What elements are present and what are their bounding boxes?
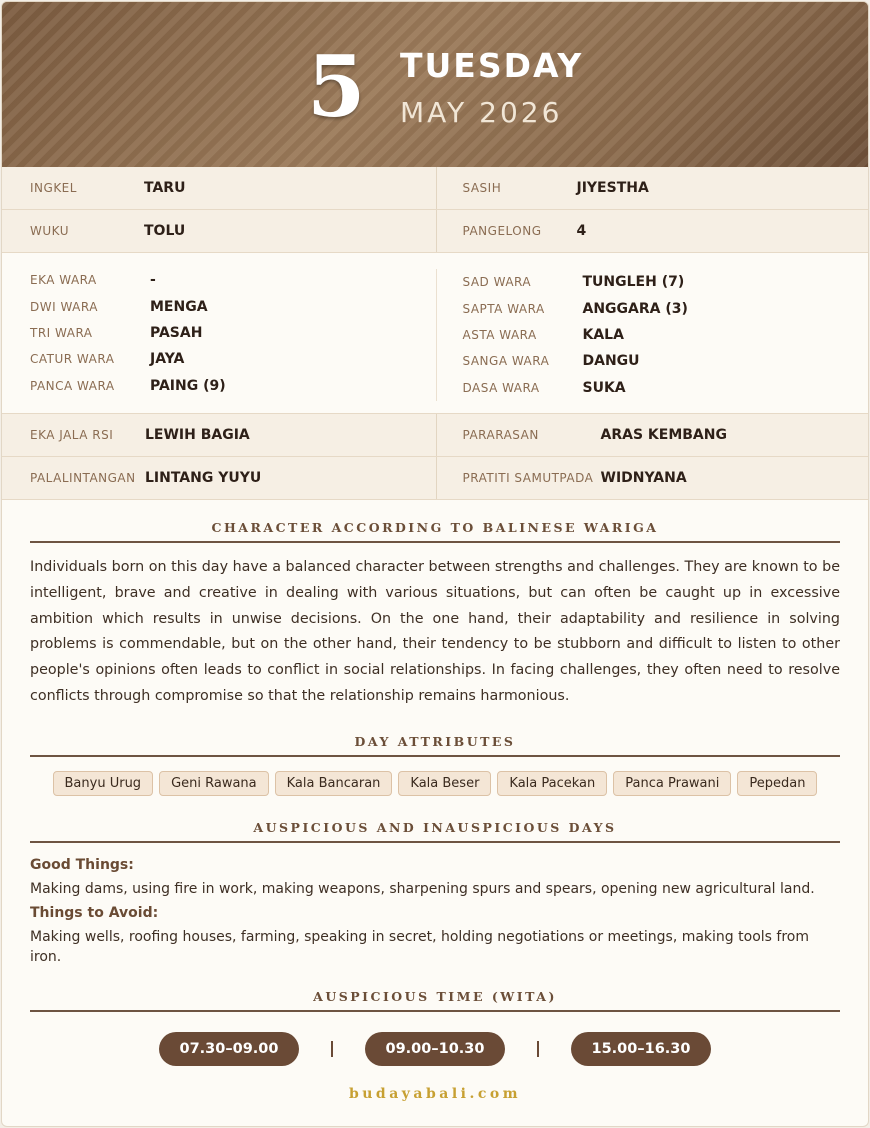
wara-label: SANGA WARA bbox=[462, 354, 550, 369]
palalintangan-value: LINTANG YUYU bbox=[145, 469, 262, 486]
days-title: AUSPICIOUS AND INAUSPICIOUS DAYS bbox=[30, 820, 840, 843]
pararasan-value: ARAS KEMBANG bbox=[600, 426, 727, 443]
wara-label: DWI WARA bbox=[30, 299, 98, 314]
wara-label: PANCA WARA bbox=[30, 378, 115, 393]
wara-value: KALA bbox=[582, 326, 624, 343]
attributes-title: DAY ATTRIBUTES bbox=[30, 734, 840, 757]
sasih-label: SASIH bbox=[462, 181, 502, 195]
ingkel-label: INGKEL bbox=[30, 181, 77, 195]
things-to-avoid-label: Things to Avoid: bbox=[30, 904, 159, 921]
pangelong-label: PANGELONG bbox=[462, 224, 542, 238]
wara-value: MENGA bbox=[150, 298, 208, 315]
date-header bbox=[2, 2, 868, 167]
attribute-tag: Panca Prawani bbox=[613, 771, 731, 796]
attribute-tag: Kala Pacekan bbox=[497, 771, 607, 796]
time-slots bbox=[2, 1032, 868, 1066]
pratiti-samutpada-label: PRATITI SAMUTPADA bbox=[462, 470, 594, 485]
month-year: MAY 2026 bbox=[400, 96, 563, 129]
good-things-label: Good Things: bbox=[30, 856, 134, 873]
wara-label: CATUR WARA bbox=[30, 352, 115, 367]
palalintangan-label: PALALINTANGAN bbox=[30, 470, 136, 485]
time-slot: 15.00–16.30 bbox=[571, 1032, 711, 1066]
wara-grid bbox=[2, 253, 868, 414]
wara-value: JAYA bbox=[150, 351, 185, 368]
attribute-tags bbox=[30, 771, 840, 796]
attribute-tag: Kala Bancaran bbox=[275, 771, 393, 796]
wara-label: ASTA WARA bbox=[462, 327, 537, 342]
wara-label: TRI WARA bbox=[30, 325, 93, 340]
wuku-value: TOLU bbox=[144, 223, 186, 239]
wara-right-column bbox=[436, 269, 869, 401]
pratiti-samutpada-value: WIDNYANA bbox=[600, 469, 687, 486]
pararasan-label: PARARASAN bbox=[462, 427, 539, 442]
character-title: CHARACTER ACCORDING TO BALINESE WARIGA bbox=[30, 520, 840, 543]
character-text: Individuals born on this day have a balanced character between strengths and challenges. They are known to be intelligent, brave and creative in dealing with various situations, but can often be caught up in excessive ambition which results in unwise decisions. On the one hand, their adaptability and resilience in solving problems is commendable, but on the other hand, their tendency to be stubborn and difficult to listen to other people's opinions often leads to conflict in social relationships. In facing challenges, they often need to resolve conflicts through compromise so that the relationship remains harmonious. bbox=[30, 558, 840, 704]
wara-value: PAING (9) bbox=[150, 377, 226, 394]
wara-value: ANGGARA (3) bbox=[582, 300, 688, 317]
wara-label: EKA WARA bbox=[30, 273, 97, 288]
good-things-text: Making dams, using fire in work, making weapons, sharpening spurs and spears, opening new agricultural land. bbox=[30, 880, 815, 897]
wara-label: SAPTA WARA bbox=[462, 301, 545, 316]
time-slot: 09.00–10.30 bbox=[365, 1032, 505, 1066]
wara-value: - bbox=[150, 272, 156, 289]
times-title: AUSPICIOUS TIME (WITA) bbox=[30, 989, 840, 1012]
wara-label: SAD WARA bbox=[462, 275, 532, 290]
sasih-value: JIYESTHA bbox=[576, 180, 649, 196]
calendar-card bbox=[1, 1, 869, 1127]
wara-left-column bbox=[2, 267, 436, 401]
info-row bbox=[2, 210, 868, 253]
eka-jala-rsi-label: EKA JALA RSI bbox=[30, 427, 114, 442]
attribute-tag: Banyu Urug bbox=[53, 771, 154, 796]
day-name: TUESDAY bbox=[400, 46, 584, 85]
attribute-tag: Kala Beser bbox=[398, 771, 491, 796]
info-row bbox=[2, 414, 868, 457]
info-row bbox=[2, 457, 868, 500]
wuku-label: WUKU bbox=[30, 224, 69, 238]
wara-value: SUKA bbox=[582, 379, 626, 396]
ingkel-value: TARU bbox=[144, 180, 186, 196]
time-slot: 07.30–09.00 bbox=[159, 1032, 299, 1066]
wara-value: DANGU bbox=[582, 353, 640, 370]
info-row bbox=[2, 167, 868, 210]
wara-value: TUNGLEH (7) bbox=[582, 274, 685, 291]
slot-divider bbox=[331, 1041, 333, 1057]
day-number: 5 bbox=[307, 37, 366, 136]
attribute-tag: Geni Rawana bbox=[159, 771, 269, 796]
wara-label: DASA WARA bbox=[462, 380, 540, 395]
attribute-tag: Pepedan bbox=[737, 771, 817, 796]
slot-divider bbox=[537, 1041, 539, 1057]
things-to-avoid-text: Making wells, roofing houses, farming, speaking in secret, holding negotiations or meetings, making tools from iron. bbox=[30, 928, 809, 965]
pangelong-value: 4 bbox=[576, 223, 587, 239]
footer-site-link[interactable]: budayabali.com bbox=[348, 1085, 522, 1102]
eka-jala-rsi-value: LEWIH BAGIA bbox=[145, 426, 250, 443]
wara-value: PASAH bbox=[150, 324, 203, 341]
